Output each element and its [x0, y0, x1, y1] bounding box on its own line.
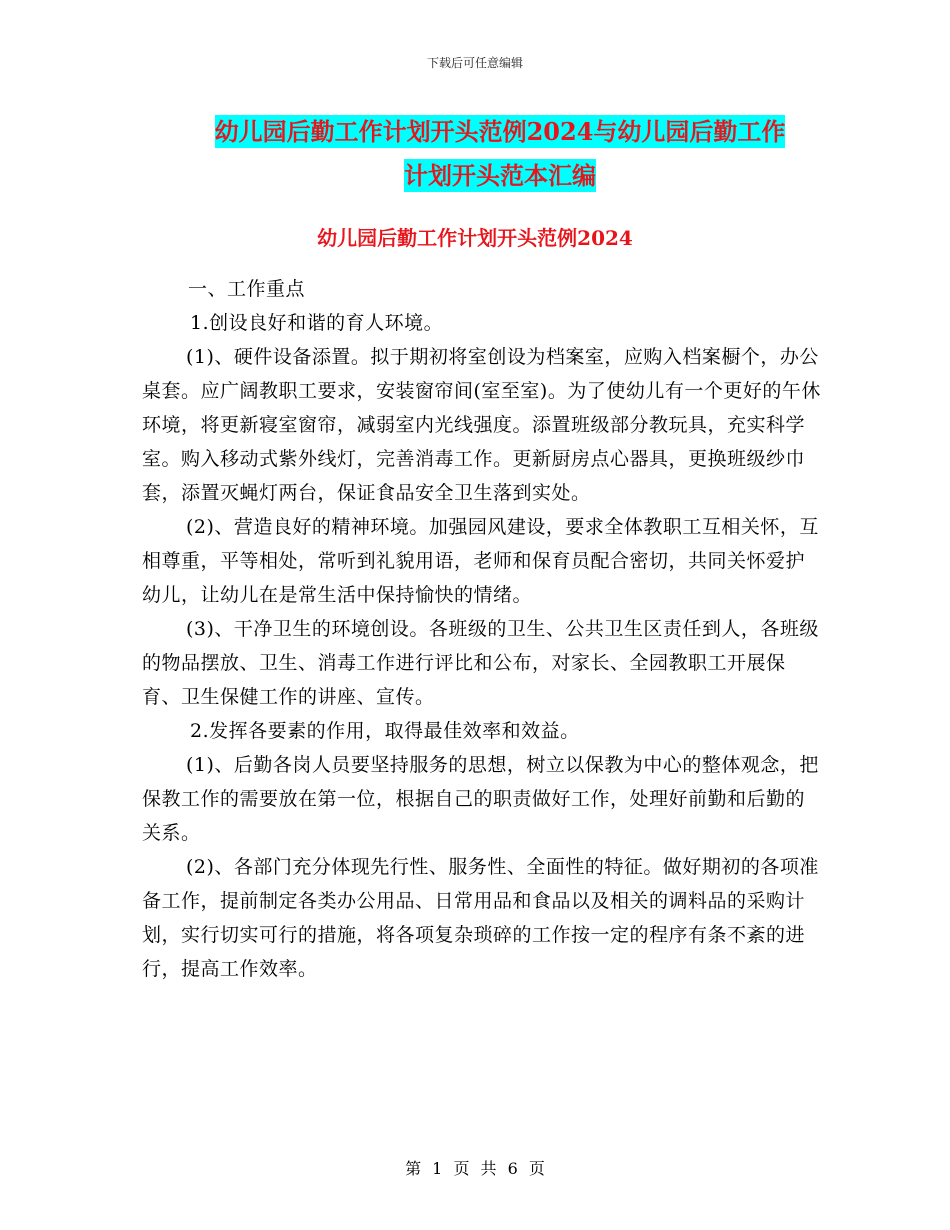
page-footer: 第 1 页 共 6 页 — [405, 1159, 545, 1178]
body-paragraph: (3)、干净卫生的环境创设。各班级的卫生、公共卫生区责任到人，各班级的物品摆放、卫生、消毒工作进行评比和公布，对家长、全园教职工开展保育、卫生保健工作的讲座、宣传。 — [142, 618, 819, 708]
item-heading: 1.创设良好和谐的育人环境。 — [190, 312, 444, 334]
title-line-1: 幼儿园后勤工作计划开头范例2024与幼儿园后勤工作 — [214, 117, 786, 146]
document-title — [140, 110, 860, 198]
page-header-note: 下载后可任意编辑 — [426, 56, 523, 70]
document-body — [142, 272, 822, 986]
section-heading: 一、工作重点 — [188, 278, 306, 300]
body-paragraph: (2)、营造良好的精神环境。加强园风建设，要求全体教职工互相关怀，互相尊重，平等相处，常听到礼貌用语，老师和保育员配合密切，共同关怀爱护幼儿，让幼儿在是常生活中保持愉快的情绪。 — [142, 516, 819, 606]
item-heading: 2.发挥各要素的作用，取得最佳效率和效益。 — [190, 720, 580, 742]
title-line-2: 计划开头范本汇编 — [404, 161, 596, 190]
body-paragraph: (1)、硬件设备添置。拟于期初将室创设为档案室，应购入档案橱个，办公桌套。应广阔教职工要求，安装窗帘间(室至室)。为了使幼儿有一个更好的午休环境，将更新寝室窗帘，减弱室内光线强度。添置班级部分教玩具，充实科学室。购入移动式紫外线灯，完善消毒工作。更新厨房点心器具，更换班级纱巾套，添置灭蝇灯两台，保证食品安全卫生落到实处。 — [142, 346, 821, 504]
body-paragraph: (1)、后勤各岗人员要坚持服务的思想，树立以保教为中心的整体观念，把保教工作的需要放在第一位，根据自己的职责做好工作，处理好前勤和后勤的关系。 — [142, 754, 819, 844]
body-paragraph: (2)、各部门充分体现先行性、服务性、全面性的特征。做好期初的各项准备工作，提前制定各类办公用品、日常用品和食品以及相关的调料品的采购计划，实行切实可行的措施，将各项复杂琐碎的工作按一定的程序有条不紊的进行，提高工作效率。 — [142, 856, 819, 980]
section-subtitle: 幼儿园后勤工作计划开头范例2024 — [317, 226, 633, 250]
